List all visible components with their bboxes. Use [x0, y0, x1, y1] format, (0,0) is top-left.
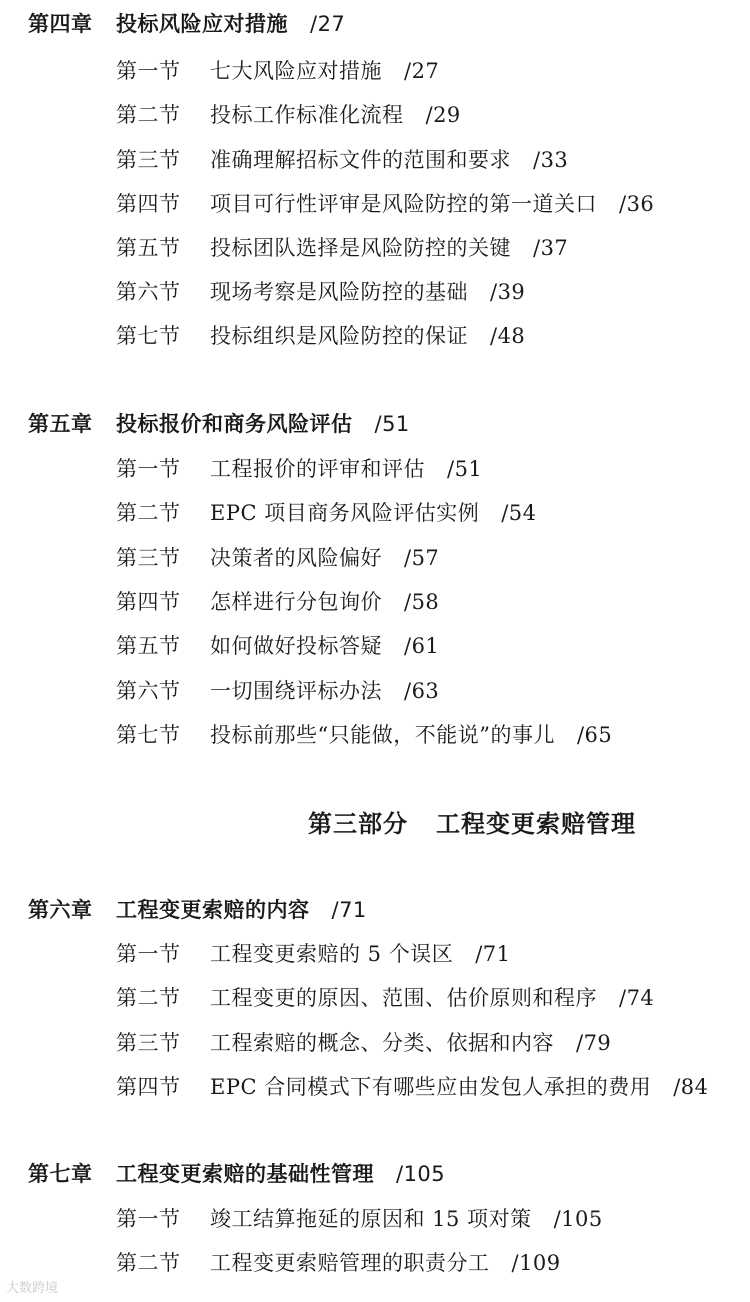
section-entry: [116, 944, 511, 965]
section-title: 工程索赔的概念、分类、依据和内容: [210, 1031, 554, 1055]
page-number: /63: [404, 679, 440, 703]
section-title: 怎样进行分包询价: [210, 590, 382, 614]
section-entry: [116, 592, 439, 613]
page-number: /74: [619, 986, 655, 1010]
section-entry: [116, 1033, 611, 1054]
chapter-title: 工程变更索赔的内容: [116, 898, 310, 922]
section-label: 第四节: [116, 192, 181, 216]
chapter-entry: [28, 414, 410, 435]
chapter-entry: [28, 14, 345, 35]
section-label: 第三节: [116, 1031, 181, 1055]
section-entry: [116, 1077, 709, 1098]
section-title: 工程变更的原因、范围、估价原则和程序: [210, 986, 597, 1010]
section-title: 投标团队选择是风险防控的关键: [210, 236, 511, 260]
section-entry: [116, 636, 439, 657]
page-number: /54: [501, 501, 537, 525]
section-title: EPC 项目商务风险评估实例: [210, 501, 480, 525]
section-entry: [116, 238, 568, 259]
watermark: 大数跨境: [6, 1281, 59, 1296]
part-label: 第三部分: [308, 810, 408, 838]
page-number: /27: [310, 12, 346, 36]
chapter-title: 工程变更索赔的基础性管理: [116, 1162, 374, 1186]
section-entry: [116, 1209, 603, 1230]
section-title: 如何做好投标答疑: [210, 634, 382, 658]
page-number: /105: [553, 1207, 603, 1231]
section-label: 第四节: [116, 1075, 181, 1099]
section-entry: [116, 105, 461, 126]
section-entry: [116, 725, 612, 746]
section-label: 第一节: [116, 59, 181, 83]
section-label: 第二节: [116, 986, 181, 1010]
section-title: 准确理解招标文件的范围和要求: [210, 148, 511, 172]
section-entry: [116, 548, 439, 569]
section-entry: [116, 150, 568, 171]
page-number: /71: [475, 942, 511, 966]
chapter-entry: [28, 1164, 445, 1185]
section-entry: [116, 459, 482, 480]
page-number: /27: [404, 59, 440, 83]
page-number: /51: [447, 457, 483, 481]
section-label: 第三节: [116, 546, 181, 570]
section-label: 第五节: [116, 634, 181, 658]
section-label: 第六节: [116, 679, 181, 703]
section-entry: [116, 681, 439, 702]
section-title: 竣工结算拖延的原因和 15 项对策: [210, 1207, 532, 1231]
chapter-title: 投标风险应对措施: [116, 12, 288, 36]
section-label: 第四节: [116, 590, 181, 614]
part-heading: [308, 812, 636, 836]
section-entry: [116, 988, 654, 1009]
section-title: 项目可行性评审是风险防控的第一道关口: [210, 192, 597, 216]
section-title: EPC 合同模式下有哪些应由发包人承担的费用: [210, 1075, 652, 1099]
section-title: 工程变更索赔管理的职责分工: [210, 1251, 490, 1275]
section-title: 投标组织是风险防控的保证: [210, 324, 468, 348]
section-entry: [116, 503, 537, 524]
section-entry: [116, 282, 525, 303]
page-number: /84: [673, 1075, 709, 1099]
section-label: 第二节: [116, 103, 181, 127]
section-label: 第五节: [116, 236, 181, 260]
page-number: /48: [490, 324, 526, 348]
page-number: /57: [404, 546, 440, 570]
section-label: 第一节: [116, 942, 181, 966]
section-label: 第七节: [116, 723, 181, 747]
section-label: 第一节: [116, 1207, 181, 1231]
chapter-label: 第四章: [28, 12, 93, 36]
chapter-title: 投标报价和商务风险评估: [116, 412, 353, 436]
section-title: 投标工作标准化流程: [210, 103, 404, 127]
page-number: /79: [576, 1031, 612, 1055]
section-entry: [116, 326, 525, 347]
section-title: 七大风险应对措施: [210, 59, 382, 83]
page-number: /51: [374, 412, 410, 436]
part-title: 工程变更索赔管理: [436, 810, 636, 838]
chapter-label: 第六章: [28, 898, 93, 922]
section-label: 第六节: [116, 280, 181, 304]
section-label: 第二节: [116, 501, 181, 525]
chapter-label: 第五章: [28, 412, 93, 436]
page-number: /105: [396, 1162, 446, 1186]
page-number: /29: [425, 103, 461, 127]
chapter-entry: [28, 900, 367, 921]
section-title: 决策者的风险偏好: [210, 546, 382, 570]
page-number: /61: [404, 634, 440, 658]
chapter-label: 第七章: [28, 1162, 93, 1186]
section-label: 第二节: [116, 1251, 181, 1275]
section-label: 第七节: [116, 324, 181, 348]
page-number: /58: [404, 590, 440, 614]
page-number: /33: [533, 148, 569, 172]
section-title: 现场考察是风险防控的基础: [210, 280, 468, 304]
section-entry: [116, 1253, 561, 1274]
section-title: 工程变更索赔的 5 个误区: [210, 942, 454, 966]
section-title: 工程报价的评审和评估: [210, 457, 425, 481]
page-number: /71: [331, 898, 367, 922]
page-number: /36: [619, 192, 655, 216]
page-number: /39: [490, 280, 526, 304]
section-title: 投标前那些“只能做，不能说”的事儿: [210, 723, 555, 747]
section-label: 第一节: [116, 457, 181, 481]
page-number: /65: [576, 723, 613, 747]
page-number: /109: [511, 1251, 561, 1275]
page-number: /37: [533, 236, 569, 260]
section-title: 一切围绕评标办法: [210, 679, 382, 703]
section-entry: [116, 61, 439, 82]
section-label: 第三节: [116, 148, 181, 172]
section-entry: [116, 194, 654, 215]
